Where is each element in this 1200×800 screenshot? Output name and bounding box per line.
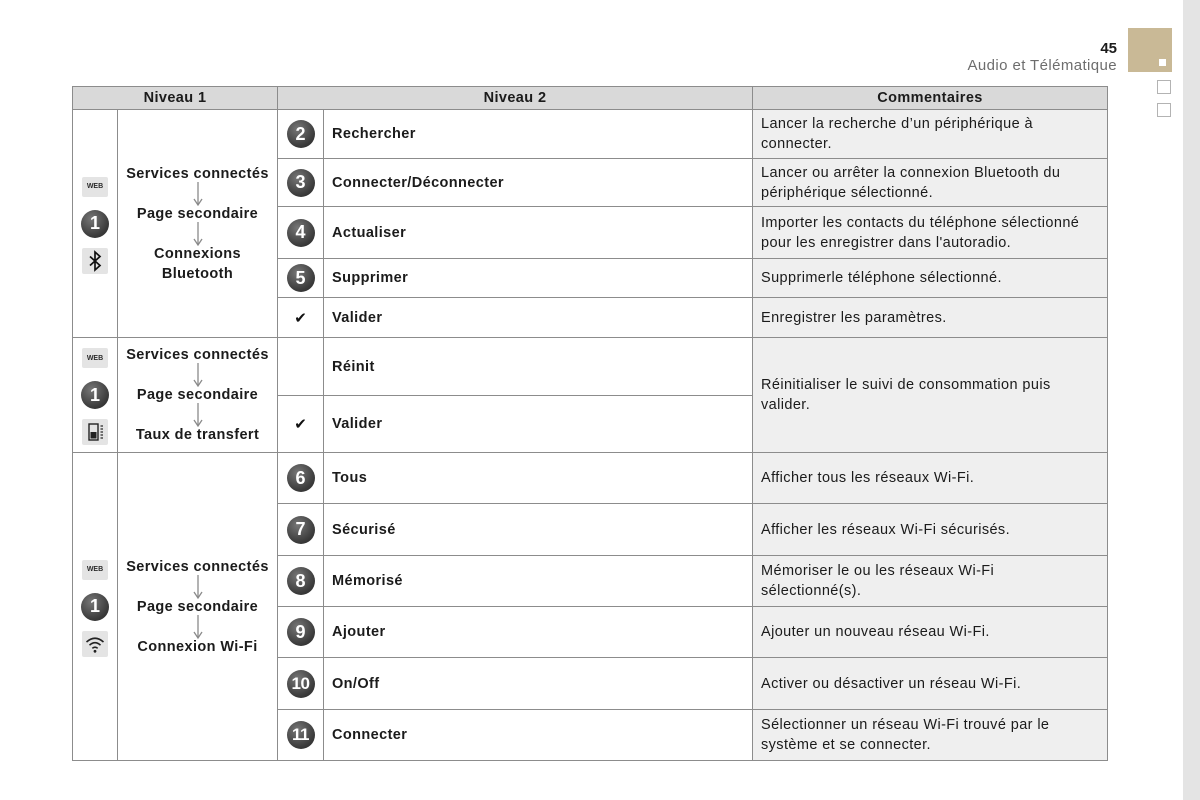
- comment: Mémoriser le ou les réseaux Wi-Fi sélectionné(s).: [753, 556, 1108, 607]
- chapter-tab-square: [1159, 59, 1166, 66]
- comment: Lancer ou arrêter la connexion Bluetooth du périphérique sélectionné.: [753, 159, 1108, 207]
- arrow-down-icon: [192, 405, 204, 425]
- bluetooth-icon: [82, 248, 108, 274]
- check-icon: ✔: [294, 415, 307, 433]
- settings-table: [72, 86, 1108, 761]
- table-row: [73, 110, 1108, 159]
- path-step: Connexions Bluetooth: [154, 245, 241, 282]
- page-number: 45: [1100, 40, 1117, 57]
- level2-label: Ajouter: [324, 607, 753, 658]
- level2-label: Réinit: [324, 338, 753, 396]
- level1-path-cell: [118, 453, 278, 761]
- arrow-down-icon: [192, 617, 204, 637]
- header-level2: Niveau 2: [278, 87, 753, 110]
- comment: Lancer la recherche d’un périphérique à connecter.: [753, 110, 1108, 159]
- page-edge-strip: [1183, 0, 1200, 800]
- path-step: Page secondaire: [136, 205, 259, 222]
- marker-cell: [278, 396, 324, 453]
- level1-path-cell: [118, 338, 278, 453]
- level2-label: Supprimer: [324, 259, 753, 298]
- level2-label: Valider: [324, 396, 753, 453]
- arrow-down-icon: [192, 184, 204, 204]
- arrow-down-icon: [192, 224, 204, 244]
- level2-label: Rechercher: [324, 110, 753, 159]
- marker-cell: [278, 110, 324, 159]
- header-level1: Niveau 1: [73, 87, 278, 110]
- number-marker: 5: [287, 264, 315, 292]
- web-icon: WEB: [82, 560, 108, 580]
- level2-label: Actualiser: [324, 207, 753, 259]
- marker-cell: [278, 159, 324, 207]
- marker-cell: [278, 607, 324, 658]
- path-step: Taux de transfert: [135, 427, 260, 443]
- level2-label: Sécurisé: [324, 504, 753, 556]
- marker-cell: [278, 658, 324, 710]
- web-icon: WEB: [82, 177, 108, 197]
- level2-label: Connecter: [324, 710, 753, 761]
- level2-label: Mémorisé: [324, 556, 753, 607]
- check-icon: ✔: [294, 308, 307, 327]
- comment: Activer ou désactiver un réseau Wi-Fi.: [753, 658, 1108, 710]
- chapter-tab-marker: [1128, 28, 1172, 72]
- level2-label: Tous: [324, 453, 753, 504]
- comment: Enregistrer les paramètres.: [753, 298, 1108, 338]
- level2-label: Valider: [324, 298, 753, 338]
- number-marker: 10: [287, 670, 315, 698]
- data-transfer-icon: [82, 419, 108, 445]
- number-marker: 4: [287, 219, 315, 247]
- path-step: Services connectés: [126, 558, 269, 575]
- chapter-box-marker: [1157, 103, 1171, 117]
- number-marker: 6: [287, 464, 315, 492]
- path-step: Services connectés: [126, 165, 269, 182]
- path-step: Connexion Wi-Fi: [137, 638, 258, 655]
- number-marker: 3: [287, 169, 315, 197]
- table-header-row: [73, 87, 1108, 110]
- header-comments: Commentaires: [753, 87, 1108, 110]
- level2-label: On/Off: [324, 658, 753, 710]
- level1-icons-cell: [73, 338, 118, 453]
- step-1-icon: 1: [81, 593, 109, 621]
- level2-label: Connecter/Déconnecter: [324, 159, 753, 207]
- comment: Importer les contacts du téléphone sélectionné pour les enregistrer dans l'autoradio.: [753, 207, 1108, 259]
- arrow-down-icon: [192, 365, 204, 385]
- chapter-box-marker: [1157, 80, 1171, 94]
- number-marker: 2: [287, 120, 315, 148]
- marker-cell-empty: [278, 338, 324, 396]
- marker-cell: [278, 259, 324, 298]
- comment: Supprimerle téléphone sélectionné.: [753, 259, 1108, 298]
- web-icon: WEB: [82, 348, 108, 368]
- marker-cell: [278, 504, 324, 556]
- arrow-down-icon: [192, 577, 204, 597]
- number-marker: 8: [287, 567, 315, 595]
- marker-cell: [278, 556, 324, 607]
- section-title: Audio et Télématique: [967, 57, 1117, 74]
- step-1-icon: 1: [81, 381, 109, 409]
- marker-cell: [278, 710, 324, 761]
- wifi-icon: [82, 631, 108, 657]
- comment: Réinitialiser le suivi de consommation puis valider.: [753, 338, 1108, 453]
- table-row: [73, 453, 1108, 504]
- comment: Sélectionner un réseau Wi-Fi trouvé par le système et se connecter.: [753, 710, 1108, 761]
- level1-icons-cell: [73, 453, 118, 761]
- number-marker: 7: [287, 516, 315, 544]
- marker-cell: [278, 298, 324, 338]
- number-marker: 9: [287, 618, 315, 646]
- path-step: Page secondaire: [136, 598, 259, 615]
- level1-path-cell: [118, 110, 278, 338]
- comment: Ajouter un nouveau réseau Wi-Fi.: [753, 607, 1108, 658]
- comment: Afficher les réseaux Wi-Fi sécurisés.: [753, 504, 1108, 556]
- number-marker: 11: [287, 721, 315, 749]
- step-1-icon: 1: [81, 210, 109, 238]
- level1-icons-cell: [73, 110, 118, 338]
- path-step: Page secondaire: [136, 387, 259, 403]
- table-row: [73, 338, 1108, 396]
- comment: Afficher tous les réseaux Wi-Fi.: [753, 453, 1108, 504]
- marker-cell: [278, 453, 324, 504]
- marker-cell: [278, 207, 324, 259]
- path-step: Services connectés: [126, 347, 269, 363]
